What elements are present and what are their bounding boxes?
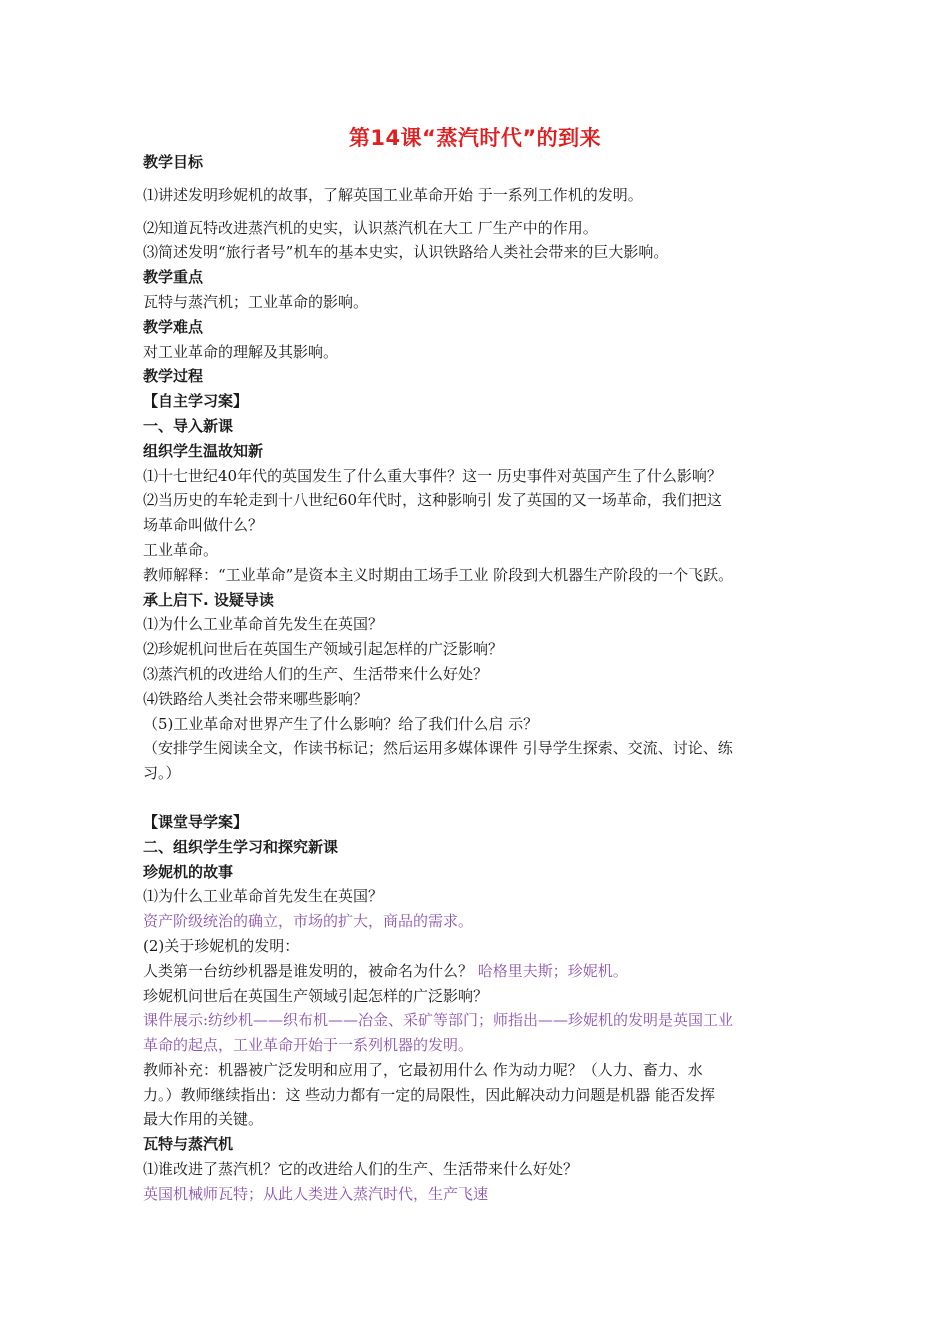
jenny-question: ⑴为什么工业革命首先发生在英国？	[143, 887, 384, 906]
jenny-answer: 资产阶级统治的确立，市场的扩大，商品的需求。	[143, 912, 474, 931]
review-line: 教师解释：“工业革命”是资本主义时期由工场手工业 阶段到大机器生产阶段的一个飞跃。	[143, 565, 734, 584]
jenny-note: 最大作用的关键。	[143, 1110, 264, 1129]
guide-line: ⑶蒸汽机的改进给人们的生产、生活带来什么好处？	[143, 664, 489, 683]
guide-line: ⑷铁路给人类社会带来哪些影响？	[143, 689, 369, 708]
goal-item: ⑴讲述发明珍妮机的故事，了解英国工业革命开始 于一系列工作机的发明。	[143, 185, 643, 204]
review-line: 工业革命。	[143, 540, 219, 559]
watt-heading: 瓦特与蒸汽机	[143, 1135, 234, 1154]
jenny-note: 力。）教师继续指出：这 些动力都有一定的局限性，因此解决动力问题是机器 能否发挥	[143, 1085, 716, 1104]
jenny-question: (2)关于珍妮机的发明：	[143, 936, 300, 955]
guide-heading: 承上启下. 设疑导读	[143, 590, 274, 609]
jenny-answer: 哈格里夫斯；珍妮机。	[477, 961, 628, 980]
page-title: 第14课“蒸汽时代”的到来	[348, 126, 602, 150]
watt-answer: 英国机械师瓦特；从此人类进入蒸汽时代，生产飞速	[143, 1184, 489, 1203]
document-body	[143, 150, 823, 1207]
difficulty-text: 对工业革命的理解及其影响。	[143, 342, 339, 361]
jenny-answer: 课件展示:纺纱机——织布机——冶金、采矿等部门；师指出——珍妮机的发明是英国工业	[143, 1011, 734, 1030]
jenny-answer: 革命的起点，工业革命开始于一系列机器的发明。	[143, 1036, 474, 1055]
jenny-heading: 珍妮机的故事	[143, 862, 234, 881]
jenny-question-line	[143, 959, 823, 984]
part2-heading: 二、组织学生学习和探究新课	[143, 837, 339, 856]
goal-item: ⑶简述发明“旅行者号”机车的基本史实，认识铁路给人类社会带来的巨大影响。	[143, 243, 669, 262]
self-study-heading: 【自主学习案】	[143, 392, 249, 411]
jenny-note: 教师补充：机器被广泛发明和应用了，它最初用什么 作为动力呢？（人力、畜力、水	[143, 1060, 703, 1079]
review-line: ⑴十七世纪40年代的英国发生了什么重大事件？这一 历史事件对英国产生了什么影响？	[143, 466, 722, 485]
review-line: ⑵当历史的车轮走到十八世纪60年代时，这种影响引 发了英国的又一场革命，我们把这	[143, 491, 722, 510]
watt-question: ⑴谁改进了蒸汽机？它的改进给人们的生产、生活带来什么好处？	[143, 1160, 579, 1179]
difficulty-heading: 教学难点	[143, 317, 204, 336]
goal-item: ⑵知道瓦特改进蒸汽机的史实，认识蒸汽机在大工 厂生产中的作用。	[143, 218, 598, 237]
guide-line: （安排学生阅读全文，作读书标记；然后运用多媒体课件 引导学生探索、交流、讨论、练	[143, 739, 733, 758]
key-text: 瓦特与蒸汽机；工业革命的影响。	[143, 292, 369, 311]
guide-line: ⑴为什么工业革命首先发生在英国？	[143, 615, 384, 634]
guide-line: 习。）	[143, 764, 181, 783]
jenny-question: 人类第一台纺纱机器是谁发明的，被命名为什么？	[143, 961, 478, 980]
jenny-question: 珍妮机问世后在英国生产领域引起怎样的广泛影响？	[143, 986, 489, 1005]
guide-line: ⑵珍妮机问世后在英国生产领域引起怎样的广泛影响？	[143, 640, 504, 659]
review-line: 场革命叫做什么？	[143, 516, 264, 535]
part1-heading: 一、导入新课	[143, 416, 234, 435]
guide-line: （5)工业革命对世界产生了什么影响？给了我们什么启 示？	[143, 714, 539, 733]
goals-heading: 教学目标	[143, 153, 204, 171]
review-heading: 组织学生温故知新	[143, 441, 264, 460]
key-heading: 教学重点	[143, 268, 204, 287]
class-study-heading: 【课堂导学案】	[143, 812, 249, 831]
process-heading: 教学过程	[143, 367, 204, 386]
